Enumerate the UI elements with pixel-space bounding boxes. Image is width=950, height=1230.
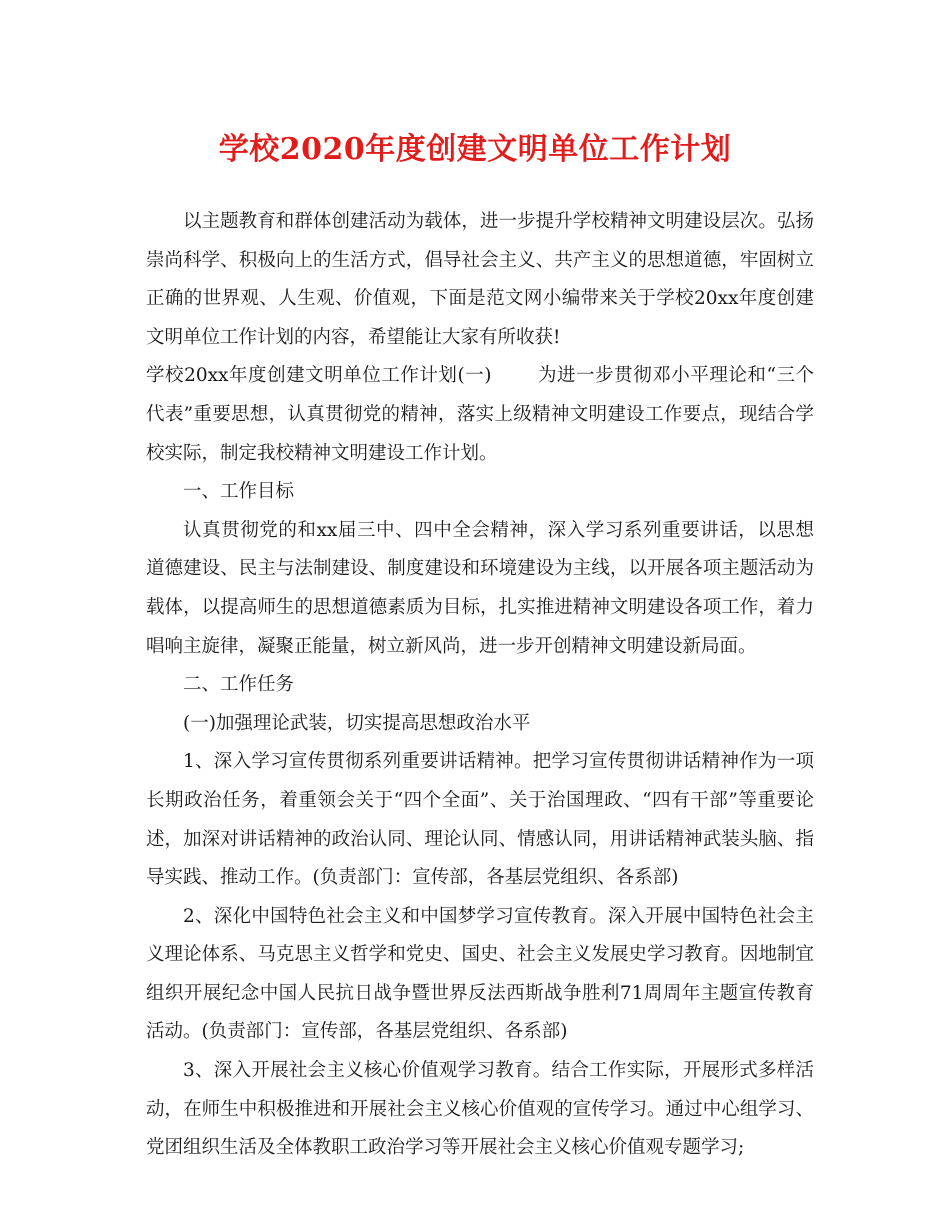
paragraph-plan-heading	[146, 357, 814, 473]
document-title: 学校2020年度创建文明单位工作计划	[218, 132, 732, 167]
list-item-1: 1、深入学习宣传贯彻系列重要讲话精神。把学习宣传贯彻讲话精神作为一项长期政治任务，着重领会关于“四个全面”、关于治国理政、“四有干部”等重要论述，加深对讲话精神的政治认同、理论认同、情感认同，用讲话精神武装头脑、指导实践、推动工作。(负责部门：宣传部，各基层党组织、各系部)	[146, 751, 814, 889]
plan-heading-text: 为进一步贯彻邓小平理论和“三个代表”重要思想，认真贯彻党的精神，落实上级精神文明建设工作要点，现结合学校实际，制定我校精神文明建设工作计划。	[146, 365, 815, 464]
subsection-heading-theory: (一)加强理论武装，切实提高思想政治水平	[183, 712, 531, 734]
list-item-2: 2、深化中国特色社会主义和中国梦学习宣传教育。深入开展中国特色社会主义理论体系、马克思主义哲学和党史、国史、社会主义发展史学习教育。因地制宜组织开展纪念中国人民抗日战争暨世界反法西斯战争胜利71周周年主题宣传教育活动。(负责部门：宣传部，各基层党组织、各系部)	[146, 905, 814, 1043]
paragraph-goal: 认真贯彻党的和xx届三中、四中全会精神，深入学习系列重要讲话，以思想道德建设、民主与法制建设、制度建设和环境建设为主线，以开展各项主题活动为载体，以提高师生的思想道德素质为目标，扎实推进精神文明建设各项工作，着力唱响主旋律，凝聚正能量，树立新风尚，进一步开创精神文明建设新局面。	[146, 519, 814, 657]
document-body	[146, 203, 814, 1168]
plan-heading-lead: 学校20xx年度创建文明单位工作计划(一)	[146, 365, 492, 387]
paragraph-intro: 以主题教育和群体创建活动为载体，进一步提升学校精神文明建设层次。弘扬崇尚科学、积极向上的生活方式，倡导社会主义、共产主义的思想道德，牢固树立正确的世界观、人生观、价值观，下面是范文网小编带来关于学校20xx年度创建文明单位工作计划的内容，希望能让大家有所收获!	[146, 211, 814, 348]
list-item-3: 3、深入开展社会主义核心价值观学习教育。结合工作实际，开展形式多样活动，在师生中积极推进和开展社会主义核心价值观的宣传学习。通过中心组学习、党团组织生活及全体教职工政治学习等开展社会主义核心价值观专题学习;	[146, 1060, 814, 1159]
section-heading-tasks: 二、工作任务	[183, 674, 295, 696]
section-heading-goals: 一、工作目标	[183, 481, 295, 503]
